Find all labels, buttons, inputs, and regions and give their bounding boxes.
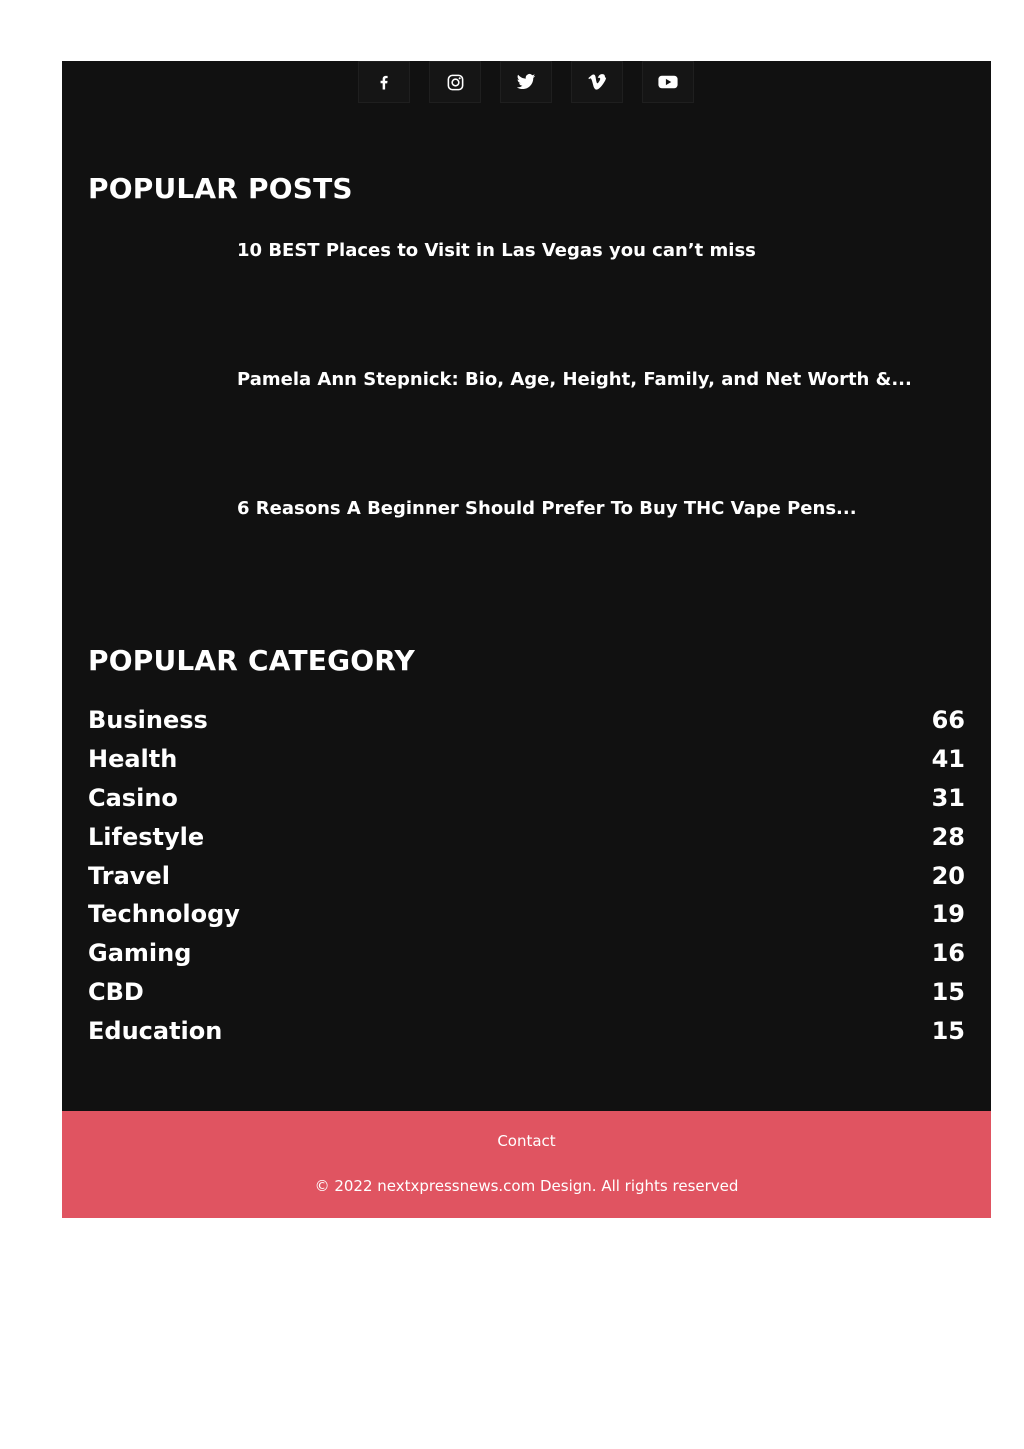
facebook-icon (375, 73, 393, 91)
category-name: Casino (88, 783, 178, 812)
facebook-button[interactable] (358, 61, 410, 103)
category-name: Gaming (88, 939, 192, 968)
popular-post-link[interactable]: 6 Reasons A Beginner Should Prefer To Buy THC Vape Pens... (237, 498, 857, 519)
twitter-button[interactable] (500, 61, 552, 103)
youtube-button[interactable] (642, 61, 694, 103)
instagram-button[interactable] (429, 61, 481, 103)
category-name: CBD (88, 977, 144, 1006)
category-item-education[interactable] (88, 1011, 965, 1050)
category-item-technology[interactable] (88, 895, 965, 934)
footer-bar (62, 1111, 991, 1218)
category-count: 15 (931, 977, 965, 1006)
vimeo-button[interactable] (571, 61, 623, 103)
category-name: Health (88, 745, 178, 774)
category-count: 15 (931, 1016, 965, 1045)
category-item-gaming[interactable] (88, 934, 965, 973)
category-name: Business (88, 706, 208, 735)
youtube-icon (658, 74, 678, 90)
category-item-business[interactable] (88, 701, 965, 740)
category-name: Education (88, 1016, 223, 1045)
category-count: 31 (931, 783, 965, 812)
popular-posts-title: POPULAR POSTS (88, 172, 353, 205)
category-count: 19 (931, 900, 965, 929)
category-name: Travel (88, 861, 170, 890)
vimeo-icon (586, 72, 608, 92)
contact-link[interactable]: Contact (497, 1132, 556, 1150)
popular-category-title: POPULAR CATEGORY (88, 644, 415, 677)
category-name: Technology (88, 900, 240, 929)
twitter-icon (515, 72, 537, 92)
category-item-casino[interactable] (88, 779, 965, 818)
category-count: 16 (931, 939, 965, 968)
category-name: Lifestyle (88, 822, 205, 851)
category-item-travel[interactable] (88, 856, 965, 895)
popular-post-link[interactable]: 10 BEST Places to Visit in Las Vegas you can’t miss (237, 240, 756, 261)
category-item-health[interactable] (88, 740, 965, 779)
category-count: 66 (931, 706, 965, 735)
instagram-icon (446, 73, 465, 92)
copyright-text: © 2022 nextxpressnews.com Design. All rights reserved (314, 1177, 739, 1195)
category-list (88, 701, 965, 1050)
category-count: 28 (931, 822, 965, 851)
social-links (358, 61, 694, 103)
category-item-cbd[interactable] (88, 973, 965, 1012)
category-count: 20 (931, 861, 965, 890)
popular-post-link[interactable]: Pamela Ann Stepnick: Bio, Age, Height, Family, and Net Worth &... (237, 369, 912, 390)
category-item-lifestyle[interactable] (88, 817, 965, 856)
category-count: 41 (931, 745, 965, 774)
footer-widgets (62, 61, 991, 1111)
